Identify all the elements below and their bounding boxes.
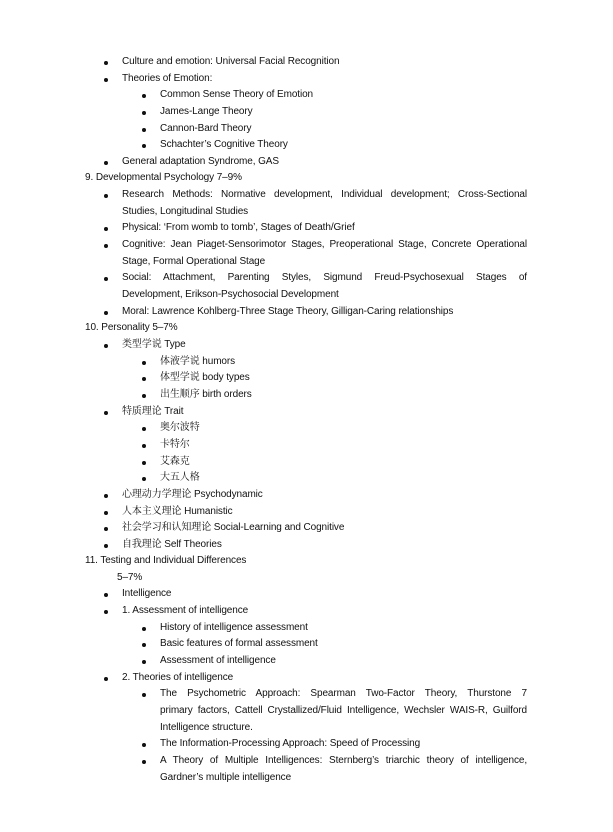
bullet xyxy=(104,194,108,198)
list-item: The Information-Processing Approach: Speed of Processing xyxy=(0,736,613,752)
bullet xyxy=(104,78,108,82)
bullet xyxy=(142,760,146,764)
bullet xyxy=(142,693,146,697)
list-item-continuation: Stage, Formal Operational Stage xyxy=(122,256,266,267)
bullet xyxy=(142,461,146,465)
bullet xyxy=(142,643,146,647)
list-item: 大五人格 xyxy=(0,470,613,486)
list-item-continuation: primary factors, Cattell Crystallized/Fluid Intelligence, Wechsler WAIS-R, Guilford xyxy=(160,705,527,716)
list-item: 艾森克 xyxy=(0,454,613,470)
list-item: History of intelligence assessment xyxy=(0,620,613,636)
bullet xyxy=(142,444,146,448)
bullet xyxy=(142,394,146,398)
bullet xyxy=(104,511,108,515)
list-item: Culture and emotion: Universal Facial Recognition xyxy=(0,54,613,70)
list-item: James-Lange Theory xyxy=(0,104,613,120)
list-item: Intelligence xyxy=(0,586,613,602)
list-item-continuation: Intelligence structure. xyxy=(160,722,253,733)
bullet xyxy=(142,111,146,115)
bullet xyxy=(104,527,108,531)
list-item: Assessment of intelligence xyxy=(0,653,613,669)
list-item: Cognitive: Jean Piaget-Sensorimotor Stages, Preoperational Stage, Concrete Operational xyxy=(0,237,613,253)
list-item: 人本主义理论 Humanistic xyxy=(0,504,613,520)
list-item-continuation: Studies, Longitudinal Studies xyxy=(122,206,249,217)
list-item: The Psychometric Approach: Spearman Two-Factor Theory, Thurstone 7 xyxy=(0,686,613,702)
list-item: Physical: ‘From womb to tomb’, Stages of Death/Grief xyxy=(0,220,613,236)
list-item: Common Sense Theory of Emotion xyxy=(0,87,613,103)
list-item: Cannon-Bard Theory xyxy=(0,121,613,137)
section-heading-percent: 5–7% xyxy=(117,572,143,583)
section-heading: 11. Testing and Individual Differences xyxy=(85,555,247,566)
list-item: General adaptation Syndrome, GAS xyxy=(0,154,613,170)
bullet xyxy=(104,494,108,498)
bullet xyxy=(104,61,108,65)
bullet xyxy=(104,544,108,548)
list-item: 出生顺序 birth orders xyxy=(0,387,613,403)
list-item: Moral: Lawrence Kohlberg-Three Stage Theory, Gilligan-Caring relationships xyxy=(0,304,613,320)
list-item: Schachter’s Cognitive Theory xyxy=(0,137,613,153)
list-item: 体型学说 body types xyxy=(0,370,613,386)
section-heading: 10. Personality 5–7% xyxy=(85,322,178,333)
list-item: Research Methods: Normative development, Individual development; Cross-Sectional xyxy=(0,187,613,203)
list-item: Social: Attachment, Parenting Styles, Sigmund Freud-Psychosexual Stages of xyxy=(0,270,613,286)
bullet xyxy=(142,128,146,132)
bullet xyxy=(142,627,146,631)
bullet xyxy=(104,593,108,597)
list-item: 体液学说 humors xyxy=(0,354,613,370)
bullet xyxy=(104,277,108,281)
bullet xyxy=(142,361,146,365)
bullet xyxy=(104,311,108,315)
list-item: 1. Assessment of intelligence xyxy=(0,603,613,619)
list-item-continuation: Development, Erikson-Psychosocial Development xyxy=(122,289,339,300)
bullet xyxy=(104,677,108,681)
list-item: Theories of Emotion: xyxy=(0,71,613,87)
bullet xyxy=(142,94,146,98)
section-heading: 9. Developmental Psychology 7–9% xyxy=(85,172,242,183)
list-item: A Theory of Multiple Intelligences: Sternberg’s triarchic theory of intelligence, xyxy=(0,753,613,769)
list-item: 2. Theories of intelligence xyxy=(0,670,613,686)
bullet xyxy=(142,660,146,664)
bullet xyxy=(104,344,108,348)
list-item: 类型学说 Type xyxy=(0,337,613,353)
list-item: 特质理论 Trait xyxy=(0,404,613,420)
bullet xyxy=(142,477,146,481)
list-item: 心理动力学理论 Psychodynamic xyxy=(0,487,613,503)
list-item: 社会学习和认知理论 Social-Learning and Cognitive xyxy=(0,520,613,536)
list-item: 奥尔波特 xyxy=(0,420,613,436)
list-item-continuation: Gardner’s multiple intelligence xyxy=(160,772,292,783)
list-item: 自我理论 Self Theories xyxy=(0,537,613,553)
bullet xyxy=(142,427,146,431)
bullet xyxy=(104,161,108,165)
bullet xyxy=(104,411,108,415)
list-item: 卡特尔 xyxy=(0,437,613,453)
bullet xyxy=(142,144,146,148)
bullet xyxy=(142,377,146,381)
list-item: Basic features of formal assessment xyxy=(0,636,613,652)
bullet xyxy=(104,227,108,231)
bullet xyxy=(142,743,146,747)
bullet xyxy=(104,244,108,248)
bullet xyxy=(104,610,108,614)
